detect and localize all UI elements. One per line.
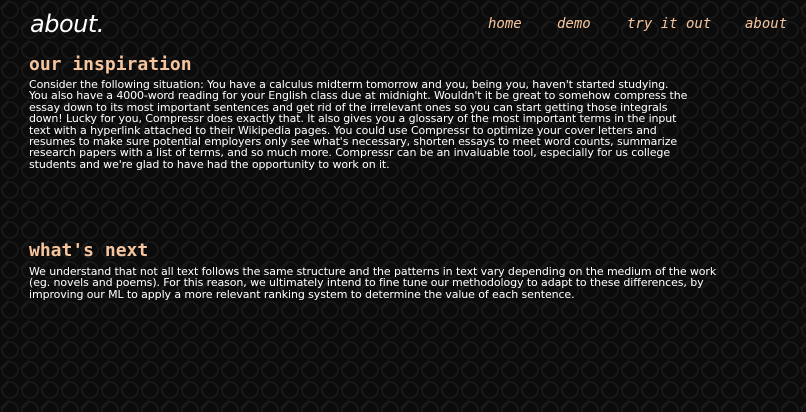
inspiration-paragraph: Consider the following situation: You have a calculus midterm tomorrow and you, being you, haven't started studying. You also have a 4000-word reading for your English class due at midnight. Wouldn't it be great to somehow compress the essay down to its most important sentences and get rid of the irrelevant ones so you can start getting those integrals down! Lucky for you, Compressr does exactly that. It also gives you a glossary of the most important terms in the input text with a hyperlink attached to their Wikipedia pages. You could use Compressr to optimize your cover letters and resumes to make sure potential employers only see what's necessary, shorten essays to meet word counts, summarize research papers with a list of terms, and so much more. Compressr can be an invaluable tool, especially for us college students and we're glad to have had the opportunity to work on it. (29, 78, 688, 171)
nav-demo-link[interactable]: demo (557, 16, 591, 32)
nav-try-it-out-link[interactable]: try it out (627, 16, 712, 32)
nav-home-link[interactable]: home (488, 16, 522, 32)
top-nav (0, 16, 806, 36)
whats-next-heading: what's next (29, 240, 149, 261)
inspiration-heading: our inspiration (29, 54, 192, 75)
nav-about-link[interactable]: about (745, 16, 788, 32)
whats-next-paragraph: We understand that not all text follows the same structure and the patterns in text vary depending on the medium of the work (eg. novels and poems). For this reason, we ultimately intend to fine tune our methodology to adapt to these differences, by improving our ML to apply a more relevant ranking system to determine the value of each sentence. (29, 265, 717, 301)
site-logo[interactable]: about. (30, 10, 104, 38)
